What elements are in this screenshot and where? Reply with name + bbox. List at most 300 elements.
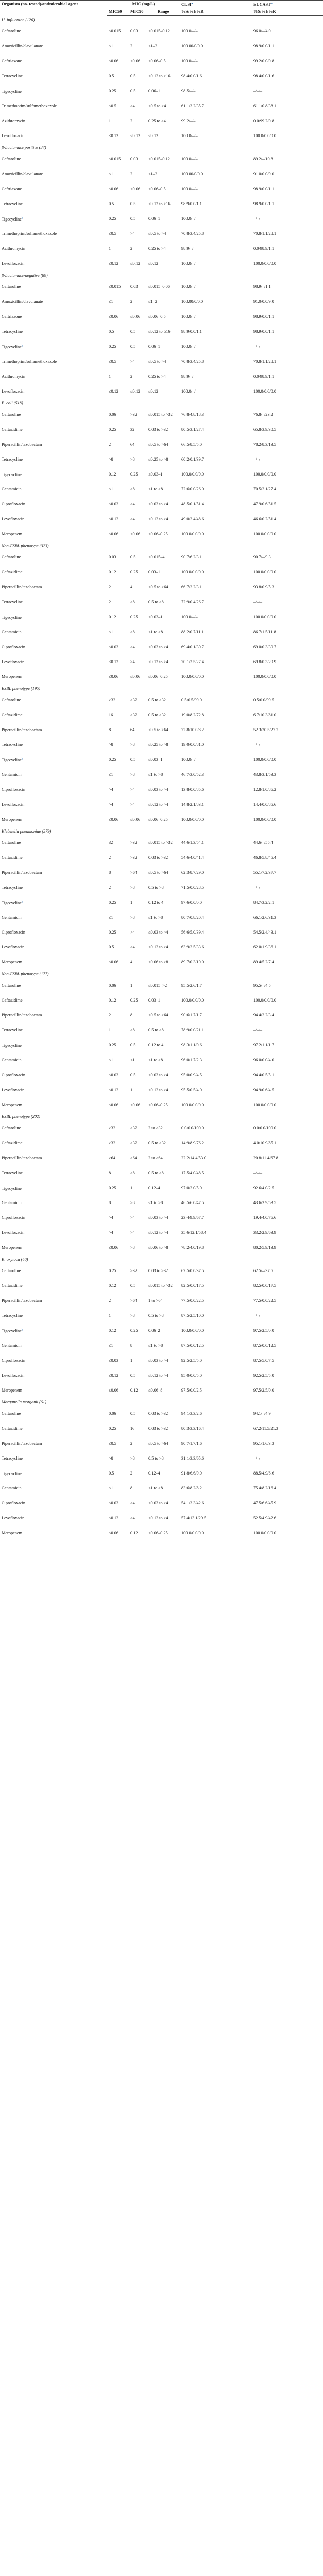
agent-name: Tigecycline bbox=[2, 1471, 22, 1476]
cell-clsi: 49.0/2.4/48.6 bbox=[181, 517, 205, 522]
cell-range: ≤0.015–0.12 bbox=[148, 157, 170, 162]
cell-clsi: 44.6/1.3/54.1 bbox=[181, 840, 205, 845]
cell-range: ≤0.06–0.25 bbox=[148, 817, 168, 822]
cell-clsi: 100.0/0.0/0.0 bbox=[180, 1526, 252, 1541]
table-row bbox=[0, 340, 323, 354]
cell-clsi: 100.00/0/0.0 bbox=[181, 299, 203, 304]
cell-agent bbox=[0, 467, 107, 482]
cell-range: ≤0.03 to >4 bbox=[148, 787, 168, 792]
cell-agent bbox=[0, 812, 107, 827]
table-row bbox=[0, 242, 323, 257]
table-row bbox=[0, 1406, 323, 1421]
cell-range: ≤1 to >8 bbox=[148, 630, 163, 635]
cell-mic90: 2 bbox=[130, 118, 133, 124]
cell-range: ≤0.5 to >64 bbox=[148, 870, 168, 875]
agent-name: Tigecycline bbox=[2, 615, 22, 620]
cell-mic90: >4 bbox=[130, 1230, 135, 1235]
cell-eucast: 55.1/7.2/37.7 bbox=[253, 870, 277, 875]
cell-clsi: 78.9/0.0/21.1 bbox=[181, 1028, 205, 1033]
cell-mic90: >8 bbox=[130, 885, 135, 890]
table-row bbox=[0, 369, 323, 384]
cell-agent bbox=[0, 1211, 107, 1226]
cell-agent bbox=[0, 325, 107, 340]
cell-mic50: ≤0.12 bbox=[109, 1088, 119, 1093]
organism-name: β-Lactamase positive (37) bbox=[2, 145, 46, 150]
table-row bbox=[0, 1511, 323, 1526]
agent-name: Tetracycline bbox=[2, 74, 23, 79]
agent-name: Tetracycline bbox=[2, 329, 23, 334]
agent-name: Levofloxacin bbox=[2, 802, 25, 807]
cell-mic90: 2 bbox=[130, 44, 133, 49]
header-mic50: MIC50 bbox=[107, 8, 129, 16]
table-row bbox=[0, 610, 323, 625]
cell-eucast: 100.0/0.0/0.0 bbox=[253, 532, 277, 537]
cell-clsi: 57.4/13.1/29.5 bbox=[181, 1516, 207, 1521]
cell-mic50: ≤1 bbox=[109, 915, 113, 920]
table-row bbox=[0, 1294, 323, 1309]
cell-agent bbox=[0, 99, 107, 114]
table-row bbox=[0, 1226, 323, 1241]
cell-range: ≤0.12 to >4 bbox=[148, 945, 168, 950]
cell-range: 0.5 to >8 bbox=[148, 1456, 164, 1461]
cell-eucast: 43.8/3.1/53.3 bbox=[253, 772, 277, 777]
table-row bbox=[0, 129, 323, 144]
cell-mic50: 2 bbox=[109, 585, 111, 590]
cell-mic50: ≤1 bbox=[109, 772, 113, 777]
agent-name: Tigecycline bbox=[2, 1185, 22, 1191]
cell-range: ≤0.12 to ≥16 bbox=[148, 74, 171, 79]
cell-eucast: 95.5/–/4.5 bbox=[253, 983, 271, 988]
table-row bbox=[0, 993, 323, 1008]
table-row bbox=[0, 512, 323, 527]
agent-name: Piperacillin/tazobactam bbox=[2, 585, 42, 590]
cell-mic50: ≤0.5 bbox=[109, 104, 116, 109]
cell-mic90: >4 bbox=[130, 787, 135, 792]
cell-mic90: >32 bbox=[130, 412, 137, 417]
cell-range: ≤0.12 to ≥16 bbox=[148, 201, 171, 207]
cell-mic90: 0.5 bbox=[130, 344, 136, 349]
agent-name: Tetracycline bbox=[2, 1313, 23, 1318]
cell-agent bbox=[0, 1023, 107, 1038]
table-row bbox=[0, 580, 323, 595]
cell-mic50: >8 bbox=[109, 742, 113, 748]
cell-clsi: 66.7/2.2/3.1 bbox=[181, 585, 202, 590]
table-row bbox=[0, 565, 323, 580]
table-row bbox=[0, 895, 323, 910]
cell-mic50: ≤0.5 bbox=[109, 359, 116, 364]
cell-range: 0.03–1 bbox=[148, 570, 160, 575]
cell-mic90: 64 bbox=[130, 727, 135, 733]
cell-clsi: 80.7/0.8/20.4 bbox=[181, 915, 205, 920]
cell-clsi: 19.0/0.0/81.0 bbox=[181, 742, 205, 748]
cell-range: ≤0.03 to >4 bbox=[148, 1215, 168, 1221]
agent-name: Tetracycline bbox=[2, 457, 23, 462]
cell-mic50: 0.25 bbox=[109, 216, 116, 222]
cell-mic50: ≤0.03 bbox=[109, 645, 119, 650]
cell-mic90: >4 bbox=[130, 104, 135, 109]
cell-range: ≤1 to >8 bbox=[148, 1200, 163, 1206]
cell-agent bbox=[0, 1406, 107, 1421]
cell-mic90: ≤0.06 bbox=[130, 674, 141, 680]
cell-eucast: 76.8/–/23.2 bbox=[253, 412, 273, 417]
cell-clsi: 31.1/3.3/65.6 bbox=[181, 1456, 205, 1461]
cell-clsi: 94.1/3.3/2.6 bbox=[181, 1411, 202, 1416]
cell-eucast: 96.0/0.0/4.0 bbox=[253, 1058, 274, 1063]
cell-eucast: 65.8/3.9/30.5 bbox=[253, 427, 277, 432]
cell-mic50: 0.12 bbox=[109, 998, 116, 1003]
cell-mic50: ≤0.12 bbox=[109, 1373, 119, 1378]
cell-mic50: ≤1 bbox=[109, 299, 113, 304]
cell-agent bbox=[0, 1166, 107, 1181]
agent-name: Trimethoprim/sulfamethoxazole bbox=[2, 231, 57, 236]
cell-mic90: >8 bbox=[130, 1028, 135, 1033]
cell-agent bbox=[0, 295, 107, 310]
cell-agent bbox=[0, 437, 107, 452]
cell-mic50: 0.12 bbox=[109, 1328, 116, 1333]
cell-clsi: 96.0/1.7/2.3 bbox=[181, 1058, 202, 1063]
cell-clsi: 60.2/0.1/39.7 bbox=[181, 457, 205, 462]
organism-name: Klebsiella pneumoniae (379) bbox=[2, 828, 52, 834]
cell-mic50: >32 bbox=[109, 1141, 115, 1146]
table-row bbox=[0, 1008, 323, 1023]
cell-mic90: 0.03 bbox=[130, 157, 138, 162]
cell-range: ≤0.015 to >32 bbox=[148, 1283, 173, 1289]
organism-group-row bbox=[0, 685, 323, 693]
agent-name: Tigecycline bbox=[2, 1328, 22, 1333]
cell-mic50: >8 bbox=[109, 457, 113, 462]
agent-name: Ciprofloxacin bbox=[2, 930, 26, 935]
cell-agent bbox=[0, 1121, 107, 1136]
organism-name: Non-ESBL phenotype (177) bbox=[2, 971, 49, 976]
agent-name: Piperacillin/tazobactam bbox=[2, 1441, 42, 1446]
table-row bbox=[0, 640, 323, 655]
cell-agent bbox=[0, 1511, 107, 1526]
agent-name: Ceftazidime bbox=[2, 855, 23, 860]
cell-agent bbox=[0, 1496, 107, 1511]
cell-clsi: 63.9/2.5/33.6 bbox=[181, 945, 205, 950]
cell-mic90: >32 bbox=[130, 840, 137, 845]
table-row bbox=[0, 384, 323, 399]
cell-mic90: 0.5 bbox=[130, 216, 136, 222]
table-row bbox=[0, 910, 323, 925]
cell-mic90: >8 bbox=[130, 1171, 135, 1176]
organism-name: K. oxytoca (40) bbox=[2, 1257, 28, 1262]
cell-mic50: 0.25 bbox=[109, 757, 116, 762]
cell-clsi: 14.9/8.9/76.2 bbox=[181, 1141, 205, 1146]
cell-eucast: –/–/– bbox=[253, 742, 263, 748]
cell-eucast: 0.0/98.9/1.1 bbox=[253, 374, 274, 379]
cell-range: ≤0.12 to >4 bbox=[148, 802, 168, 807]
cell-eucast: 95.1/1.6/3.3 bbox=[253, 1441, 274, 1446]
agent-name: Ceftaroline bbox=[2, 983, 21, 988]
cell-mic50: 0.25 bbox=[109, 1185, 116, 1191]
agent-name: Ciprofloxacin bbox=[2, 1215, 26, 1221]
cell-agent bbox=[0, 1098, 107, 1113]
cell-range: ≤1–2 bbox=[148, 299, 157, 304]
cell-agent bbox=[0, 798, 107, 812]
agent-footnote: b bbox=[21, 216, 23, 220]
cell-clsi: 23.4/9.9/67.7 bbox=[181, 1215, 205, 1221]
cell-eucast: 100.0/0.0/0.0 bbox=[253, 1103, 277, 1108]
agent-name: Gentamicin bbox=[2, 772, 22, 777]
agent-name: Ciprofloxacin bbox=[2, 1073, 26, 1078]
cell-eucast: 47.9/0.6/51.5 bbox=[253, 502, 277, 507]
cell-agent bbox=[0, 723, 107, 738]
cell-eucast: 100.0/0.0/0.0 bbox=[253, 817, 277, 822]
cell-mic50: ≤0.06 bbox=[109, 532, 119, 537]
cell-agent bbox=[0, 1226, 107, 1241]
agent-name: Levofloxacin bbox=[2, 1373, 25, 1378]
cell-eucast: 67.2/11.5/21.3 bbox=[253, 1426, 278, 1431]
cell-mic90: >8 bbox=[130, 1313, 135, 1318]
table-row bbox=[0, 550, 323, 565]
cell-eucast: –/–/– bbox=[253, 89, 263, 94]
cell-mic90: 2 bbox=[130, 374, 133, 379]
cell-mic50: ≤0.12 bbox=[109, 261, 119, 266]
cell-mic90: >8 bbox=[130, 1245, 135, 1250]
cell-mic90: 4 bbox=[130, 585, 133, 590]
table-row bbox=[0, 1451, 323, 1466]
cell-mic90: ≤0.06 bbox=[130, 59, 141, 64]
cell-clsi: 100.0/0.0/0.0 bbox=[181, 1328, 205, 1333]
cell-agent bbox=[0, 422, 107, 437]
cell-clsi: 82.5/0.0/17.5 bbox=[181, 1283, 205, 1289]
cell-clsi: 13.8/0.0/85.6 bbox=[181, 787, 205, 792]
cell-agent bbox=[0, 212, 107, 227]
cell-mic90: 0.12 bbox=[129, 1526, 147, 1541]
cell-clsi: 0.0/0.0/100.0 bbox=[181, 1126, 205, 1131]
organism-name: H. influenzae (126) bbox=[2, 17, 35, 22]
cell-range: 0.12–4 bbox=[148, 1471, 160, 1476]
agent-name: Ceftriaxone bbox=[2, 314, 22, 319]
agent-name: Tigecycline bbox=[2, 216, 22, 222]
cell-clsi: 100.0/–/– bbox=[181, 157, 198, 162]
cell-range: 0.03 to >32 bbox=[148, 1426, 168, 1431]
cell-range: ≤0.25 to >8 bbox=[148, 457, 168, 462]
cell-mic50: ≤0.03 bbox=[109, 1073, 119, 1078]
agent-name: Ceftaroline bbox=[2, 698, 21, 703]
organism-group-row bbox=[0, 542, 323, 550]
cell-range: ≤0.03 to >4 bbox=[148, 930, 168, 935]
cell-range: ≤0.03 to >4 bbox=[148, 1073, 168, 1078]
cell-eucast: 69.8/0.3/29.9 bbox=[253, 659, 277, 665]
cell-clsi: 98.5/–/– bbox=[181, 89, 196, 94]
cell-mic50: ≤0.015 bbox=[109, 29, 121, 34]
table-row bbox=[0, 738, 323, 753]
cell-mic90: >8 bbox=[130, 457, 135, 462]
cell-clsi: 98.9/–/– bbox=[181, 374, 196, 379]
cell-eucast: 14.4/0.0/85.6 bbox=[253, 802, 277, 807]
cell-agent bbox=[0, 708, 107, 723]
cell-eucast: 97.5/2.5/0.0 bbox=[253, 1388, 274, 1393]
cell-mic50: 0.25 bbox=[109, 900, 116, 905]
cell-eucast: –/–/– bbox=[253, 885, 263, 890]
table-row bbox=[0, 1151, 323, 1166]
agent-name: Meropenem bbox=[2, 1531, 23, 1536]
cell-range: ≤1 to >8 bbox=[148, 1343, 163, 1348]
table-row bbox=[0, 197, 323, 212]
cell-agent bbox=[0, 1196, 107, 1211]
table-row bbox=[0, 354, 323, 369]
cell-agent bbox=[0, 1151, 107, 1166]
cell-mic90: >4 bbox=[130, 945, 135, 950]
cell-range: ≤0.015–0.12 bbox=[148, 29, 170, 34]
table-row bbox=[0, 152, 323, 167]
agent-name: Ciprofloxacin bbox=[2, 645, 26, 650]
cell-mic90: 1 bbox=[130, 983, 133, 988]
cell-range: ≤0.015–4 bbox=[148, 555, 165, 560]
cell-agent bbox=[0, 895, 107, 910]
cell-clsi: 46.5/6.0/47.5 bbox=[181, 1200, 205, 1206]
organism-group-row bbox=[0, 144, 323, 152]
table-row bbox=[0, 422, 323, 437]
table-row bbox=[0, 925, 323, 940]
cell-eucast: 77.5/0.0/22.5 bbox=[253, 1298, 277, 1303]
cell-clsi: 22.2/14.4/53.0 bbox=[181, 1156, 207, 1161]
cell-mic90: >32 bbox=[130, 713, 137, 718]
cell-clsi: 100.0/–/– bbox=[181, 284, 198, 290]
cell-mic50: 0.25 bbox=[109, 1268, 116, 1274]
cell-clsi: 100.0/0.0/0.0 bbox=[181, 532, 205, 537]
cell-mic90: >8 bbox=[130, 600, 135, 605]
cell-mic90: 64 bbox=[130, 442, 135, 447]
cell-mic50: 1 bbox=[109, 246, 111, 251]
cell-mic50: 32 bbox=[109, 840, 113, 845]
cell-range: 0.06–1 bbox=[148, 344, 160, 349]
table-row bbox=[0, 24, 323, 39]
cell-mic50: 0.25 bbox=[109, 930, 116, 935]
cell-mic90: 0.03 bbox=[130, 284, 138, 290]
cell-clsi: 72.8/10.0/8.2 bbox=[181, 727, 205, 733]
cell-eucast: –/–/– bbox=[253, 1456, 263, 1461]
cell-mic50: ≤0.5 bbox=[109, 231, 116, 236]
agent-name: Tetracycline bbox=[2, 742, 23, 748]
cell-range: ≤0.03 to >4 bbox=[148, 645, 168, 650]
cell-range: 2 to >64 bbox=[148, 1156, 163, 1161]
agent-name: Ceftazidime bbox=[2, 570, 23, 575]
cell-eucast: 100.0/0.0/0.0 bbox=[253, 615, 277, 620]
agent-name: Levofloxacin bbox=[2, 945, 25, 950]
table-row bbox=[0, 1121, 323, 1136]
cell-eucast: 98.9/0.0/1.1 bbox=[253, 201, 274, 207]
cell-clsi: 100.00/0/0.0 bbox=[181, 172, 203, 177]
cell-mic90: 0.5 bbox=[130, 1373, 136, 1378]
cell-clsi: 87.5/0.0/12.5 bbox=[181, 1343, 205, 1348]
cell-agent bbox=[0, 1368, 107, 1383]
cell-agent bbox=[0, 565, 107, 580]
cell-range: ≤0.06–0.25 bbox=[147, 1526, 180, 1541]
cell-mic90: >8 bbox=[130, 1200, 135, 1206]
cell-agent bbox=[0, 880, 107, 895]
cell-mic50: ≤0.06 bbox=[109, 1245, 119, 1250]
cell-mic50: ≤0.015 bbox=[109, 284, 121, 290]
header-mic-group: MIC (mg/L) bbox=[107, 1, 180, 8]
agent-name: Gentamicin bbox=[2, 1200, 22, 1206]
cell-eucast: 52.3/20.5/27.2 bbox=[253, 727, 279, 733]
cell-mic50: 2 bbox=[109, 1013, 111, 1018]
cell-mic50: ≤0.06 bbox=[109, 59, 119, 64]
table-row bbox=[0, 798, 323, 812]
cell-eucast: 94.4/2.2/3.4 bbox=[253, 1013, 274, 1018]
cell-clsi: 100.0/0.0/0.0 bbox=[181, 570, 205, 575]
cell-mic90: >8 bbox=[130, 742, 135, 748]
cell-eucast: –/–/– bbox=[253, 1313, 263, 1318]
cell-mic90: 1 bbox=[130, 1185, 133, 1191]
cell-agent bbox=[0, 1466, 107, 1481]
organism-group-row bbox=[0, 1398, 323, 1406]
cell-eucast: –/–/– bbox=[253, 600, 263, 605]
cell-mic90: 0.5 bbox=[130, 1043, 136, 1048]
agent-name: Ceftaroline bbox=[2, 29, 21, 34]
cell-eucast: 70.5/2.1/27.4 bbox=[253, 487, 277, 492]
cell-range: ≤0.015 to >32 bbox=[148, 840, 173, 845]
agent-name: Meropenem bbox=[2, 532, 23, 537]
agent-name: Azithromycin bbox=[2, 246, 26, 251]
cell-range: ≤0.12 to >4 bbox=[148, 1088, 168, 1093]
agent-name: Tigecycline bbox=[2, 900, 22, 905]
table-row bbox=[0, 227, 323, 242]
cell-mic50: ≤1 bbox=[109, 1486, 113, 1491]
cell-range: 1 to >64 bbox=[148, 1298, 163, 1303]
cell-eucast: 100.0/0.0/0.0 bbox=[253, 998, 277, 1003]
cell-clsi: 100.0/–/– bbox=[181, 757, 198, 762]
cell-mic50: >8 bbox=[109, 1456, 113, 1461]
cell-clsi: 100.0/–/– bbox=[181, 29, 198, 34]
agent-name: Levofloxacin bbox=[2, 133, 25, 139]
cell-clsi: 100.0/–/– bbox=[181, 59, 198, 64]
cell-clsi: 72.9/0.4/26.7 bbox=[181, 600, 205, 605]
cell-mic90: 0.5 bbox=[130, 74, 136, 79]
cell-mic90: 0.5 bbox=[130, 1283, 136, 1289]
cell-mic50: 0.06 bbox=[109, 1411, 116, 1416]
table-row bbox=[0, 1264, 323, 1279]
agent-name: Gentamicin bbox=[2, 915, 22, 920]
cell-mic90: 2 bbox=[130, 1471, 133, 1476]
agent-name: Ceftriaxone bbox=[2, 187, 22, 192]
cell-range: 0.03–1 bbox=[148, 998, 160, 1003]
table-row bbox=[0, 39, 323, 54]
agent-name: Tetracycline bbox=[2, 1456, 23, 1461]
cell-mic50: 1 bbox=[109, 374, 111, 379]
cell-eucast: 88.5/4.9/6.6 bbox=[253, 1471, 274, 1476]
cell-agent bbox=[0, 783, 107, 798]
table-row bbox=[0, 408, 323, 422]
cell-range: ≤0.06–8 bbox=[148, 1388, 163, 1393]
cell-mic90: 0.5 bbox=[130, 1411, 136, 1416]
cell-range: 0.5 to >32 bbox=[148, 713, 166, 718]
organism-group-row bbox=[0, 399, 323, 408]
cell-agent bbox=[0, 866, 107, 880]
cell-range: ≤0.12 bbox=[148, 389, 159, 394]
agent-name: Piperacillin/tazobactam bbox=[2, 1013, 42, 1018]
organism-name: Morganella morganii (61) bbox=[2, 1399, 46, 1404]
cell-clsi: 70.8/3.4/25.8 bbox=[181, 359, 205, 364]
agent-footnote: b bbox=[21, 472, 23, 476]
cell-mic90: >4 bbox=[130, 802, 135, 807]
cell-mic90: 0.5 bbox=[130, 555, 136, 560]
agent-name: Levofloxacin bbox=[2, 517, 25, 522]
cell-mic90: >64 bbox=[130, 870, 137, 875]
cell-mic90: >8 bbox=[130, 915, 135, 920]
cell-range: 0.03 to >32 bbox=[148, 1268, 168, 1274]
cell-clsi: 97.0/2.0/5.0 bbox=[181, 1185, 202, 1191]
cell-eucast: 94.9/0.6/4.5 bbox=[253, 1088, 274, 1093]
agent-footnote: b bbox=[21, 757, 23, 761]
agent-name: Ceftaroline bbox=[2, 840, 21, 845]
table-row bbox=[0, 1068, 323, 1083]
cell-mic50: ≤0.03 bbox=[109, 502, 119, 507]
cell-agent bbox=[0, 955, 107, 970]
